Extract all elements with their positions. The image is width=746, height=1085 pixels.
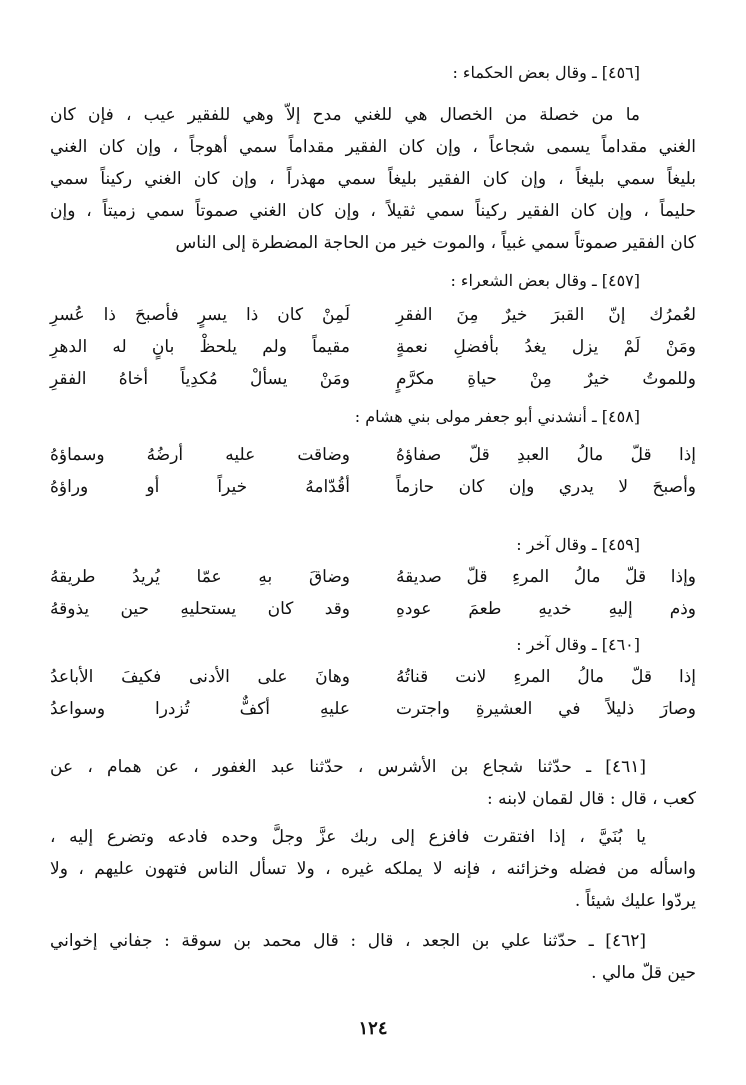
entry-460-verse-1-first: إذا قلّ مالُ المرءِ لانت قناتُهُ xyxy=(396,667,696,687)
entry-457-verse-1-first: لعُمرُك إنّ القبرَ خيرٌ مِنَ الفقرِ xyxy=(396,305,696,325)
entry-457-header: [٤٥٧] ـ وقال بعض الشعراء : xyxy=(450,271,640,290)
entry-459-verse-2-second: وقد كان يستحليهِ حين يذوقهُ xyxy=(50,599,350,619)
entry-460-verse-1-second: وهانَ على الأدنى فكيفَ الأباعدُ xyxy=(50,667,350,687)
entry-456-line-1: ما من خصلة من الخصال هي للغني مدح إلاّ وهي للفقير عيب ، فإن كان xyxy=(50,105,640,125)
entry-459-verse-1-second: وضاقَ بهِ عمّا يُريدُ طريقهُ xyxy=(50,567,350,587)
entry-456-line-2: الغني مقداماً يسمى شجاعاً ، وإن كان الفقير مقداماً سمي أهوجاً ، وإن كان الغني xyxy=(50,137,696,157)
entry-457-verse-3-first: وللموتُ خيرٌ مِنْ حياةِ مكرَّمٍ xyxy=(396,369,696,389)
entry-462-line-1: [٤٦٢] ـ حدّثنا علي بن الجعد ، قال : قال محمد بن سوقة : جفاني إخواني xyxy=(50,931,646,951)
entry-460-header: [٤٦٠] ـ وقال آخر : xyxy=(516,635,640,654)
entry-457-verse-3-second: ومَنْ يسألْ مُكدِياً أخاهُ الفقرِ xyxy=(50,369,350,389)
entry-459-verse-1-first: وإذا قلّ مالُ المرءِ قلّ صديقهُ xyxy=(396,567,696,587)
advice-line-1: يا بُنَيَّ ، إذا افتقرت فافزع إلى ربك عزَّ وجلَّ وحده فادعه وتضرع إليه ، xyxy=(50,827,646,847)
entry-460-verse-2-second: عليهِ أكفٌّ تُزدرا وسواعدُ xyxy=(50,699,350,719)
entry-458-verse-2-second: أقُدّامهُ خيراً أو وراؤهُ xyxy=(50,477,350,497)
entry-457-verse-2-second: مقيماً ولم يلحظْ بانٍ له الدهرِ xyxy=(50,337,350,357)
entry-458-header: [٤٥٨] ـ أنشدني أبو جعفر مولى بني هشام : xyxy=(354,407,640,426)
entry-458-verse-2-first: وأصبحَ لا يدري وإن كان حازماً xyxy=(396,477,696,497)
entry-456-header: [٤٥٦] ـ وقال بعض الحكماء : xyxy=(452,63,640,82)
entry-458-verse-1-second: وضاقت عليه أرضُهُ وسماؤهُ xyxy=(50,445,350,465)
advice-line-3: يردّوا عليك شيئاً . xyxy=(574,891,696,911)
entry-456-line-4: حليماً ، وإن كان الفقير ركيناً سمي ثقيلاً ، وإن كان الغني صموتاً سمي زميتاً ، وإن xyxy=(50,201,696,221)
entry-459-verse-2-first: وذم إليهِ خديهِ طعمَ عودهِ xyxy=(396,599,696,619)
entry-462-line-2: حين قلّ مالي . xyxy=(591,963,696,983)
entry-457-verse-1-second: لَمِنْ كان ذا يسرٍ فأصبحَ ذا عُسرِ xyxy=(50,305,350,325)
entry-456-line-5: كان الفقير صموتاً سمي غبياً ، والموت خير من الحاجة المضطرة إلى الناس xyxy=(175,233,696,253)
entry-460-verse-2-first: وصارَ ذليلاً في العشيرةِ واجترت xyxy=(396,699,696,719)
entry-461-line-2: كعب ، قال : قال لقمان لابنه : xyxy=(486,789,696,809)
entry-459-header: [٤٥٩] ـ وقال آخر : xyxy=(516,535,640,554)
entry-458-verse-1-first: إذا قلّ مالُ العبدِ قلّ صفاؤهُ xyxy=(396,445,696,465)
advice-line-2: واسأله من فضله وخزائنه ، فإنه لا يملكه غيره ، ولا تسأل الناس فتهون عليهم ، ولا xyxy=(50,859,696,879)
entry-457-verse-2-first: ومَنْ لَمْ يزل يغدُ بأفضلِ نعمةٍ xyxy=(396,337,696,357)
page-number: ١٢٤ xyxy=(358,1018,388,1039)
entry-461-line-1: [٤٦١] ـ حدّثنا شجاع بن الأشرس ، حدّثنا عبد الغفور ، عن همام ، عن xyxy=(50,757,646,777)
entry-456-line-3: بليغاً سمي بليغاً ، وإن كان الفقير بليغاً سمي مهذراً ، وإن كان الغني ركيناً سمي xyxy=(50,169,696,189)
